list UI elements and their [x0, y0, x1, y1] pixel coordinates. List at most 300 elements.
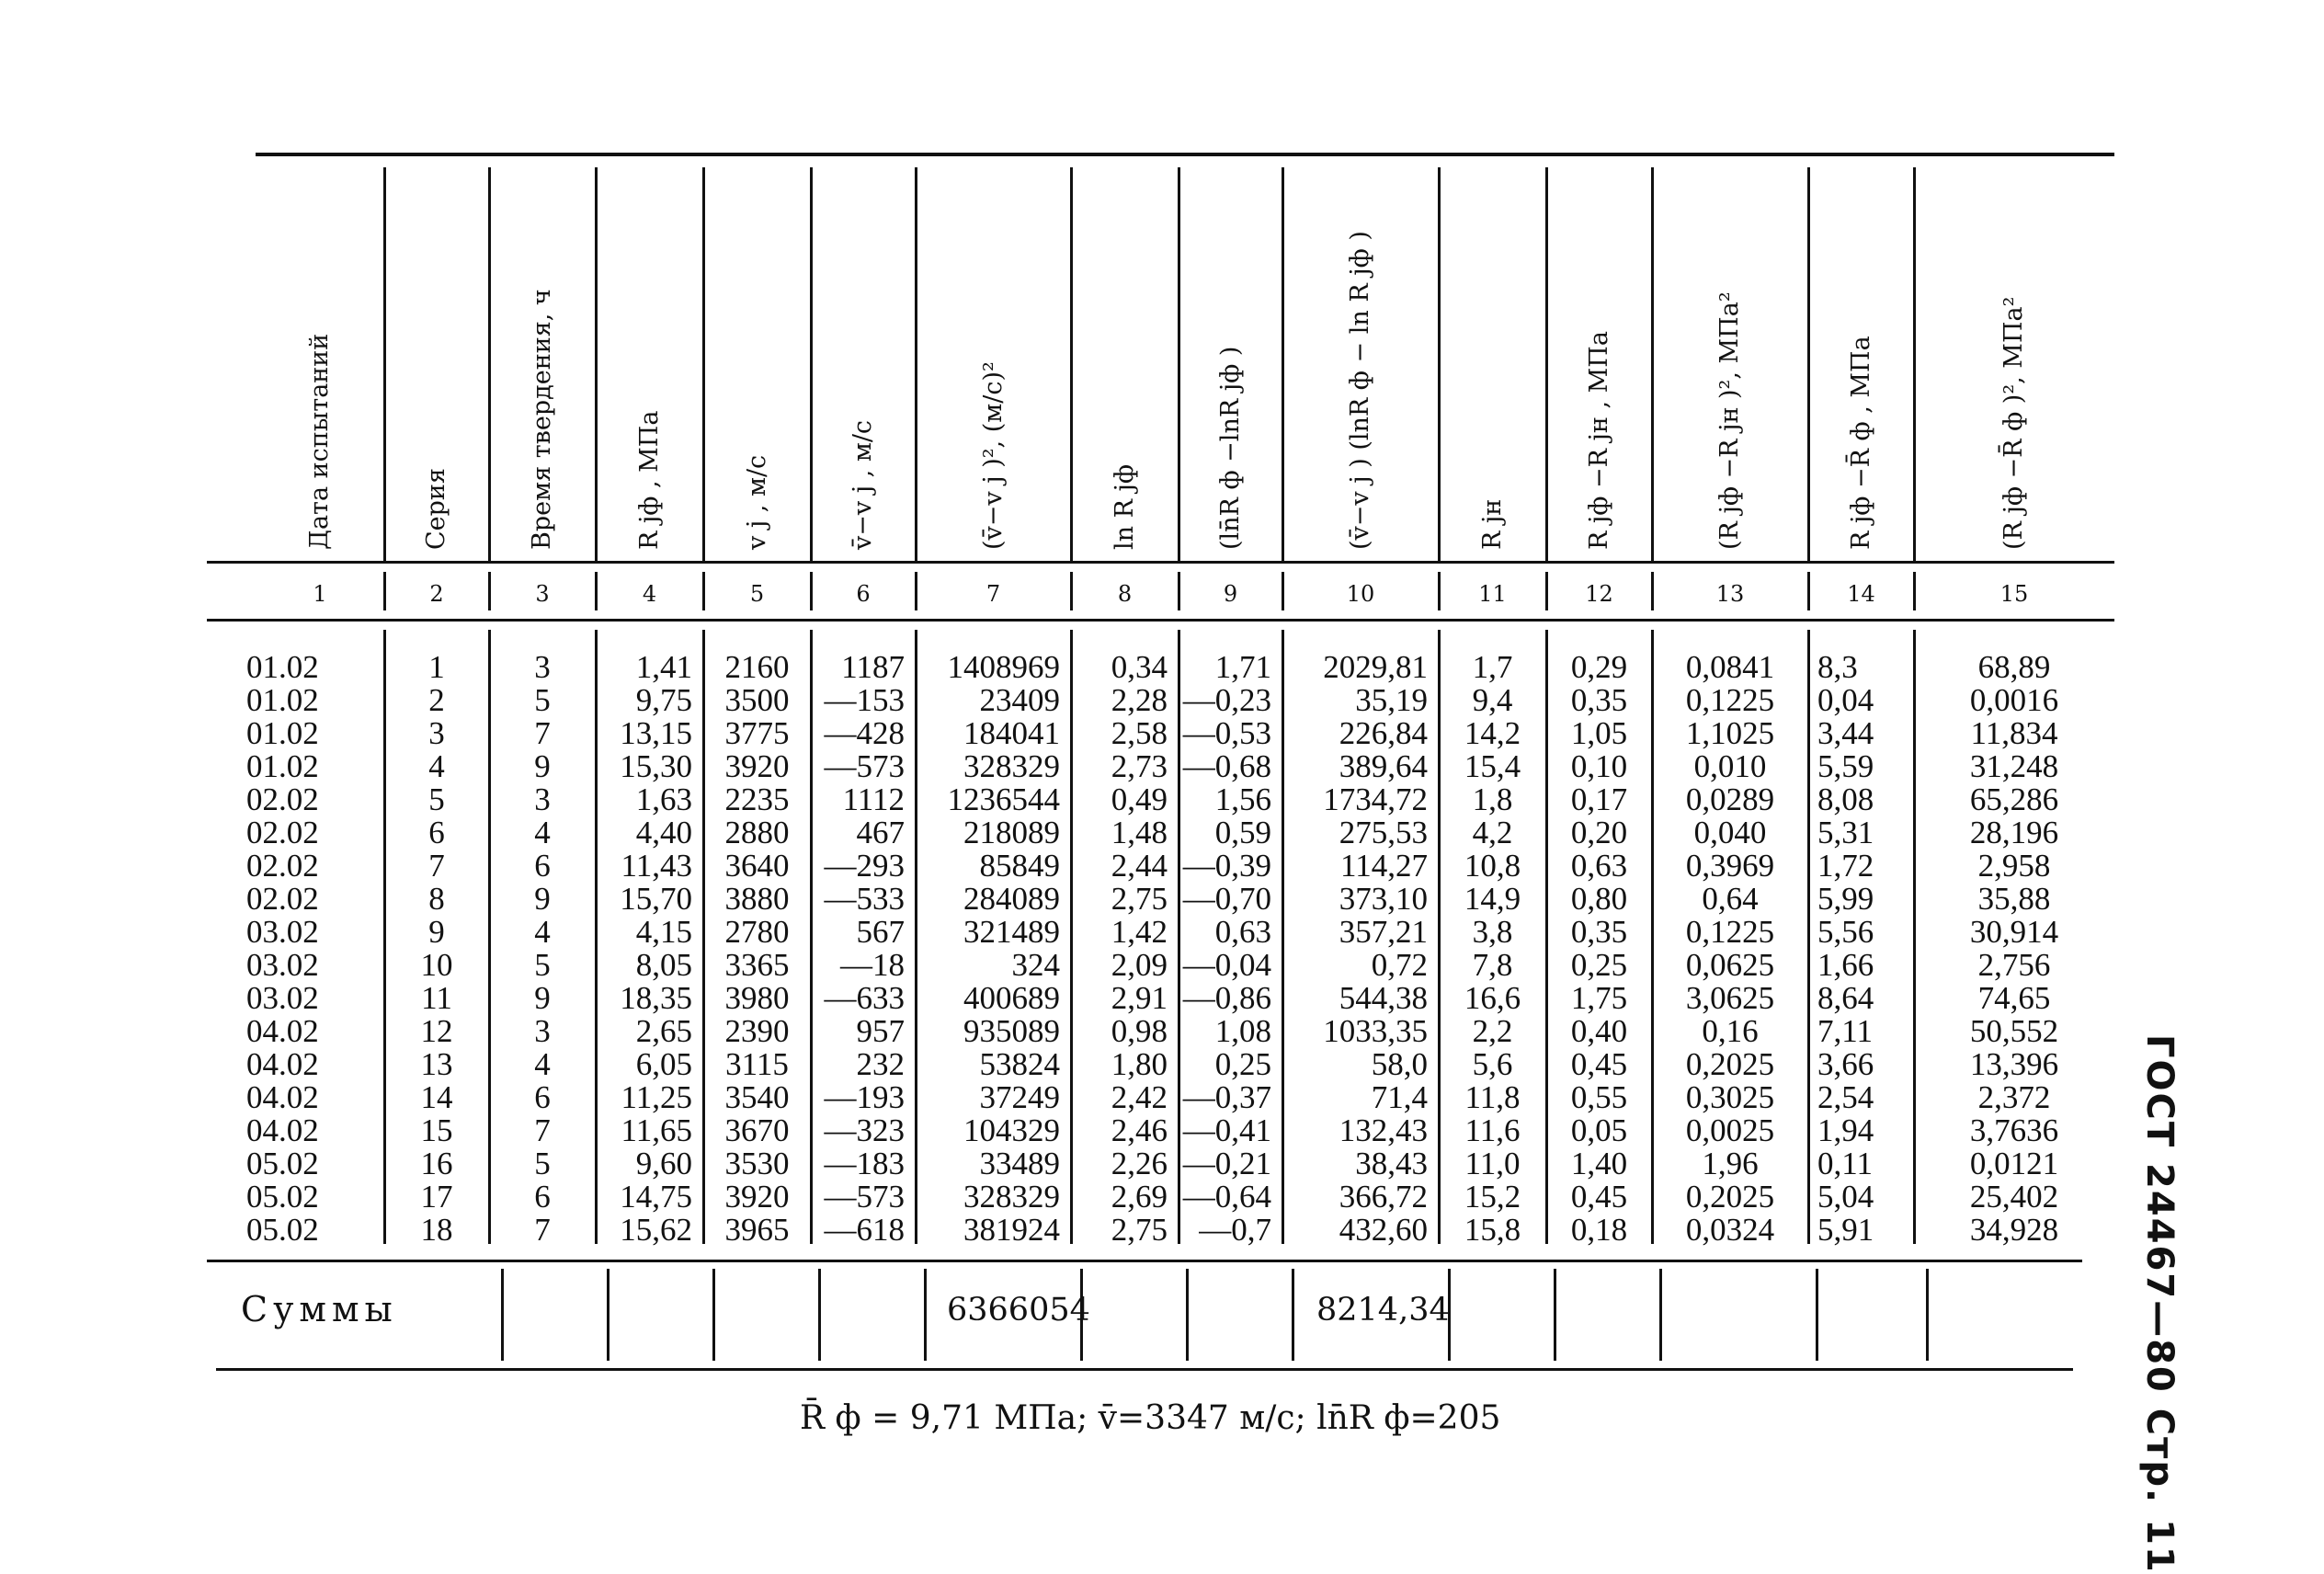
footer-means: R̄ ф = 9,71 МПа; v̄=3347 м/с; ln̄R ф=205 [800, 1399, 1501, 1437]
table-cell: 14,75 [620, 1179, 692, 1215]
table-cell: 567 [856, 914, 905, 950]
table-cell: 05.02 [246, 1212, 319, 1248]
table-cell: 23409 [979, 682, 1060, 718]
table-cell: 400689 [963, 980, 1060, 1016]
column-header-2: Серия [422, 468, 450, 550]
table-cell: 0,80 [1570, 881, 1628, 917]
column-number-6: 6 [856, 581, 871, 607]
table-cell: 0,98 [1111, 1013, 1168, 1049]
sums-divider [1186, 1269, 1189, 1361]
table-cell: 232 [856, 1046, 905, 1082]
sum-column-7: 6366054 [947, 1292, 1090, 1329]
table-cell: 0,3025 [1685, 1079, 1775, 1115]
column-divider [1651, 167, 1654, 561]
table-cell: 1236544 [947, 781, 1060, 817]
table-cell: 9,4 [1472, 682, 1513, 718]
column-header-11: R jн [1477, 498, 1507, 550]
column-number-13: 13 [1715, 581, 1745, 607]
table-cell: 5,59 [1817, 748, 1874, 784]
table-cell: 1,41 [635, 649, 692, 685]
table-cell: 2029,81 [1323, 649, 1428, 685]
table-cell: 284089 [963, 881, 1060, 917]
table-cell: 2,372 [1977, 1079, 2051, 1115]
table-cell: 2,58 [1111, 715, 1168, 751]
table-cell: 2,2 [1472, 1013, 1513, 1049]
sums-bottom-rule [216, 1368, 2073, 1371]
table-cell: 9 [534, 980, 551, 1016]
column-divider [1807, 167, 1810, 561]
sums-divider [607, 1269, 609, 1361]
table-cell: 0,040 [1693, 815, 1767, 850]
table-cell: 16,6 [1464, 980, 1521, 1016]
table-cell: —0,64 [1182, 1179, 1271, 1215]
column-header-1: Дата испытаний [305, 333, 334, 550]
colnum-rule [207, 619, 2114, 622]
column-number-10: 10 [1346, 581, 1375, 607]
table-cell: 1,08 [1214, 1013, 1271, 1049]
table-cell: 18,35 [620, 980, 692, 1016]
table-cell: —0,41 [1182, 1112, 1271, 1148]
table-cell: 02.02 [246, 881, 319, 917]
table-cell: 1,75 [1570, 980, 1628, 1016]
table-cell: 5,04 [1817, 1179, 1874, 1215]
table-cell: 5 [534, 682, 551, 718]
column-header-12: R jф −R jн , МПа [1584, 331, 1613, 550]
table-cell: 1033,35 [1323, 1013, 1428, 1049]
table-cell: 13,15 [620, 715, 692, 751]
table-cell: 04.02 [246, 1013, 319, 1049]
table-cell: 25,402 [1969, 1179, 2059, 1215]
table-cell: 275,53 [1339, 815, 1428, 850]
table-cell: 6 [534, 1179, 551, 1215]
table-cell: 4 [428, 748, 445, 784]
table-cell: 14,9 [1464, 881, 1521, 917]
table-cell: 03.02 [246, 980, 319, 1016]
table-cell: 3980 [724, 980, 790, 1016]
table-cell: 0,0016 [1969, 682, 2059, 718]
table-cell: 16 [420, 1146, 453, 1181]
table-cell: 1,05 [1570, 715, 1628, 751]
table-cell: 02.02 [246, 848, 319, 884]
sums-divider [924, 1269, 927, 1361]
table-cell: 2880 [724, 815, 790, 850]
table-cell: 6 [428, 815, 445, 850]
table-cell: 6,05 [635, 1046, 692, 1082]
table-cell: 3670 [724, 1112, 790, 1148]
table-cell: 0,0841 [1685, 649, 1775, 685]
sums-divider [1926, 1269, 1929, 1361]
table-cell: 1,1025 [1685, 715, 1775, 751]
table-cell: 7,11 [1817, 1013, 1873, 1049]
table-cell: 4,40 [635, 815, 692, 850]
table-cell: 3965 [724, 1212, 790, 1248]
table-cell: 0,63 [1570, 848, 1628, 884]
table-cell: 1,96 [1702, 1146, 1759, 1181]
table-cell: —428 [824, 715, 905, 751]
table-cell: 11,834 [1970, 715, 2058, 751]
table-cell: 5,56 [1817, 914, 1874, 950]
table-cell: 2,91 [1111, 980, 1168, 1016]
table-cell: 37249 [979, 1079, 1060, 1115]
table-cell: 13 [420, 1046, 453, 1082]
table-cell: 38,43 [1355, 1146, 1428, 1181]
table-cell: 1112 [842, 781, 905, 817]
table-cell: —0,7 [1199, 1212, 1271, 1248]
table-cell: 11,25 [621, 1079, 692, 1115]
table-cell: 0,16 [1702, 1013, 1759, 1049]
table-cell: 2,73 [1111, 748, 1168, 784]
table-cell: 04.02 [246, 1112, 319, 1148]
table-cell: 0,29 [1570, 649, 1628, 685]
table-cell: —323 [824, 1112, 905, 1148]
table-cell: 9 [428, 914, 445, 950]
table-cell: 0,64 [1702, 881, 1759, 917]
table-cell: 544,38 [1339, 980, 1428, 1016]
table-cell: 328329 [963, 748, 1060, 784]
table-cell: 68,89 [1977, 649, 2051, 685]
table-cell: 15,30 [620, 748, 692, 784]
table-cell: 0,35 [1570, 682, 1628, 718]
table-cell: 05.02 [246, 1146, 319, 1181]
table-cell: 0,1225 [1685, 682, 1775, 718]
table-cell: 10,8 [1464, 848, 1521, 884]
table-cell: 15,2 [1464, 1179, 1521, 1215]
table-cell: 0,72 [1371, 947, 1428, 983]
table-cell: 10 [420, 947, 453, 983]
table-cell: 04.02 [246, 1079, 319, 1115]
sums-label: Суммы [241, 1289, 398, 1329]
table-cell: 3 [534, 649, 551, 685]
table-cell: 6 [534, 848, 551, 884]
column-divider [595, 167, 598, 561]
table-cell: 432,60 [1339, 1212, 1428, 1248]
table-cell: 35,19 [1355, 682, 1428, 718]
column-number-3: 3 [535, 581, 550, 607]
table-cell: 18 [420, 1212, 453, 1248]
table-cell: —0,39 [1182, 848, 1271, 884]
table-cell: 381924 [963, 1212, 1060, 1248]
table-cell: 1,80 [1111, 1046, 1168, 1082]
table-cell: 3640 [724, 848, 790, 884]
table-cell: 0,25 [1570, 947, 1628, 983]
table-cell: —18 [840, 947, 905, 983]
table-cell: 74,65 [1977, 980, 2051, 1016]
table-cell: 226,84 [1339, 715, 1428, 751]
table-cell: 0,45 [1570, 1179, 1628, 1215]
table-cell: 2 [428, 682, 445, 718]
column-number-9: 9 [1223, 581, 1238, 607]
table-cell: 1,71 [1214, 649, 1271, 685]
table-cell: 7 [534, 1112, 551, 1148]
table-cell: 11,65 [621, 1112, 692, 1148]
column-divider [702, 167, 705, 561]
table-cell: 13,396 [1969, 1046, 2059, 1082]
table-cell: 15,8 [1464, 1212, 1521, 1248]
table-cell: 184041 [963, 715, 1060, 751]
table-cell: 5 [534, 1146, 551, 1181]
table-cell: —618 [824, 1212, 905, 1248]
table-cell: 2,75 [1111, 1212, 1168, 1248]
table-cell: 0,17 [1570, 781, 1628, 817]
column-divider [1070, 167, 1073, 561]
table-cell: —0,70 [1182, 881, 1271, 917]
table-cell: 0,0289 [1685, 781, 1775, 817]
table-cell: 3 [534, 781, 551, 817]
table-cell: 9,75 [635, 682, 692, 718]
table-cell: 1,63 [635, 781, 692, 817]
table-cell: 0,1225 [1685, 914, 1775, 950]
table-cell: 4,15 [635, 914, 692, 950]
table-cell: 3500 [724, 682, 790, 718]
table-cell: —0,68 [1182, 748, 1271, 784]
table-cell: 0,11 [1817, 1146, 1873, 1181]
table-cell: 1,56 [1214, 781, 1271, 817]
column-number-14: 14 [1847, 581, 1875, 607]
table-cell: 11,43 [621, 848, 692, 884]
sums-top-rule [207, 1260, 2082, 1262]
table-cell: 0,3969 [1685, 848, 1775, 884]
table-cell: 0,49 [1111, 781, 1168, 817]
table-cell: 03.02 [246, 947, 319, 983]
table-cell: 2,69 [1111, 1179, 1168, 1215]
table-cell: 132,43 [1339, 1112, 1428, 1148]
table-cell: 3 [534, 1013, 551, 1049]
table-cell: —0,53 [1182, 715, 1271, 751]
table-cell: 3,66 [1817, 1046, 1874, 1082]
table-cell: 1,94 [1817, 1112, 1874, 1148]
table-cell: 0,45 [1570, 1046, 1628, 1082]
table-cell: 02.02 [246, 815, 319, 850]
table-cell: 35,88 [1977, 881, 2051, 917]
column-header-13: (R jф −R jн )², МПа² [1715, 291, 1744, 550]
table-cell: 34,928 [1969, 1212, 2059, 1248]
table-cell: 15,70 [620, 881, 692, 917]
table-cell: —0,23 [1182, 682, 1271, 718]
table-cell: 1408969 [947, 649, 1060, 685]
table-cell: 0,2025 [1685, 1179, 1775, 1215]
table-cell: 114,27 [1340, 848, 1428, 884]
column-number-7: 7 [985, 581, 1001, 607]
table-cell: 366,72 [1339, 1179, 1428, 1215]
table-cell: 2,75 [1111, 881, 1168, 917]
table-cell: 2780 [724, 914, 790, 950]
table-cell: 2,28 [1111, 682, 1168, 718]
table-cell: 01.02 [246, 748, 319, 784]
table-cell: 104329 [963, 1112, 1060, 1148]
table-cell: 0,18 [1570, 1212, 1628, 1248]
table-cell: 3775 [724, 715, 790, 751]
table-cell: 4,2 [1472, 815, 1513, 850]
table-cell: 14,2 [1464, 715, 1521, 751]
table-cell: 2,54 [1817, 1079, 1874, 1115]
table-cell: 85849 [979, 848, 1060, 884]
table-cell: 0,05 [1570, 1112, 1628, 1148]
table-cell: —0,04 [1182, 947, 1271, 983]
table-cell: 0,2025 [1685, 1046, 1775, 1082]
table-cell: 03.02 [246, 914, 319, 950]
column-number-11: 11 [1478, 581, 1507, 607]
table-cell: 2160 [724, 649, 790, 685]
table-cell: 11,6 [1464, 1112, 1521, 1148]
column-number-15: 15 [1999, 581, 2029, 607]
table-cell: 14 [420, 1079, 453, 1115]
sums-divider [1659, 1269, 1662, 1361]
sums-divider [501, 1269, 504, 1361]
table-cell: 3920 [724, 748, 790, 784]
column-divider [1282, 167, 1284, 561]
table-cell: 8,64 [1817, 980, 1874, 1016]
column-header-5: v j , м/с [742, 454, 771, 550]
table-cell: 0,0121 [1969, 1146, 2059, 1181]
column-number-1: 1 [313, 581, 327, 607]
table-cell: 218089 [963, 815, 1060, 850]
column-number-8: 8 [1117, 581, 1133, 607]
table-cell: 2,46 [1111, 1112, 1168, 1148]
column-header-10: (v̄−v j ) (lnR ф − ln R jф ) [1346, 231, 1374, 550]
table-cell: 02.02 [246, 781, 319, 817]
table-cell: 4 [534, 815, 551, 850]
table-cell: —633 [824, 980, 905, 1016]
table-cell: 0,04 [1817, 682, 1874, 718]
column-divider [1438, 167, 1441, 561]
table-cell: 3115 [725, 1046, 789, 1082]
table-cell: —293 [824, 848, 905, 884]
column-header-4: R jф , МПа [634, 410, 664, 550]
column-divider [915, 167, 917, 561]
table-cell: 28,196 [1969, 815, 2059, 850]
table-cell: 3,8 [1472, 914, 1513, 950]
table-cell: 3530 [724, 1146, 790, 1181]
table-cell: 0,40 [1570, 1013, 1628, 1049]
column-divider [383, 167, 386, 561]
table-cell: 3,7636 [1969, 1112, 2059, 1148]
table-cell: 1,42 [1111, 914, 1168, 950]
table-cell: 0,63 [1214, 914, 1271, 950]
column-number-5: 5 [749, 581, 765, 607]
page-side-header: ГОСТ 24467—80 Стр. 11 [2138, 1034, 2181, 1574]
table-cell: 4 [534, 914, 551, 950]
sums-divider [818, 1269, 821, 1361]
table-cell: 7,8 [1472, 947, 1513, 983]
table-cell: 0,10 [1570, 748, 1628, 784]
table-cell: 389,64 [1339, 748, 1428, 784]
column-divider [810, 167, 813, 561]
table-cell: 957 [856, 1013, 905, 1049]
table-cell: 5,99 [1817, 881, 1874, 917]
table-cell: 2,958 [1977, 848, 2051, 884]
table-cell: 2,44 [1111, 848, 1168, 884]
table-cell: 1,66 [1817, 947, 1874, 983]
table-cell: 3,44 [1817, 715, 1874, 751]
column-divider [1913, 167, 1916, 561]
table-cell: 373,10 [1339, 881, 1428, 917]
table-cell: 04.02 [246, 1046, 319, 1082]
table-cell: 2390 [724, 1013, 790, 1049]
table-cell: 3,0625 [1685, 980, 1775, 1016]
table-cell: 9,60 [635, 1146, 692, 1181]
table-cell: —533 [824, 881, 905, 917]
table-cell: 3365 [724, 947, 790, 983]
column-divider [488, 167, 491, 561]
table-cell: 8 [428, 881, 445, 917]
sums-divider [1554, 1269, 1556, 1361]
table-cell: 1 [428, 649, 445, 685]
table-cell: 2235 [724, 781, 790, 817]
sums-divider [1816, 1269, 1818, 1361]
table-cell: 3880 [724, 881, 790, 917]
table-cell: 5,6 [1472, 1046, 1513, 1082]
table-cell: 467 [856, 815, 905, 850]
table-cell: 11,8 [1464, 1079, 1521, 1115]
column-number-12: 12 [1585, 581, 1613, 607]
table-cell: 15 [420, 1112, 453, 1148]
table-cell: 58,0 [1371, 1046, 1428, 1082]
table-cell: 5,91 [1817, 1212, 1874, 1248]
table-cell: —153 [824, 682, 905, 718]
table-cell: 2,42 [1111, 1079, 1168, 1115]
table-cell: 321489 [963, 914, 1060, 950]
table-cell: 1,40 [1570, 1146, 1628, 1181]
table-cell: 0,010 [1693, 748, 1767, 784]
top-rule [256, 153, 2114, 156]
table-cell: 11 [421, 980, 452, 1016]
table-cell: 17 [420, 1179, 453, 1215]
table-cell: 15,62 [620, 1212, 692, 1248]
table-cell: 9 [534, 748, 551, 784]
table-cell: 30,914 [1969, 914, 2059, 950]
table-cell: 3540 [724, 1079, 790, 1115]
sums-divider [1292, 1269, 1294, 1361]
table-cell: 65,286 [1969, 781, 2059, 817]
table-cell: 2,26 [1111, 1146, 1168, 1181]
table-cell: 1,48 [1111, 815, 1168, 850]
table-cell: 935089 [963, 1013, 1060, 1049]
table-cell: 05.02 [246, 1179, 319, 1215]
table-cell: 5,31 [1817, 815, 1874, 850]
table-cell: 1,7 [1472, 649, 1513, 685]
column-divider [1178, 167, 1180, 561]
table-cell: 12 [420, 1013, 453, 1049]
table-cell: 0,34 [1111, 649, 1168, 685]
table-cell: —193 [824, 1079, 905, 1115]
column-header-9: (ln̄R ф −lnR jф ) [1215, 346, 1245, 550]
table-cell: 5 [428, 781, 445, 817]
table-cell: 9 [534, 881, 551, 917]
column-number-4: 4 [642, 581, 657, 607]
table-cell: 2,756 [1977, 947, 2051, 983]
table-cell: 01.02 [246, 649, 319, 685]
table-cell: 0,0625 [1685, 947, 1775, 983]
table-cell: 50,552 [1969, 1013, 2059, 1049]
table-cell: 6 [534, 1079, 551, 1115]
column-header-3: Время твердения, ч [528, 289, 556, 550]
table-cell: —0,86 [1182, 980, 1271, 1016]
table-cell: —0,21 [1182, 1146, 1271, 1181]
table-cell: 15,4 [1464, 748, 1521, 784]
table-cell: 3920 [724, 1179, 790, 1215]
table-cell: 7 [428, 848, 445, 884]
table-cell: 71,4 [1371, 1079, 1428, 1115]
table-cell: 8,3 [1817, 649, 1858, 685]
table-cell: 1187 [841, 649, 905, 685]
table-cell: 2,09 [1111, 947, 1168, 983]
table-cell: 4 [534, 1046, 551, 1082]
column-divider [1545, 167, 1548, 561]
table-cell: —573 [824, 748, 905, 784]
column-header-6: v̄−v j , м/с [849, 419, 877, 550]
column-number-2: 2 [429, 581, 444, 607]
table-cell: 0,25 [1214, 1046, 1271, 1082]
